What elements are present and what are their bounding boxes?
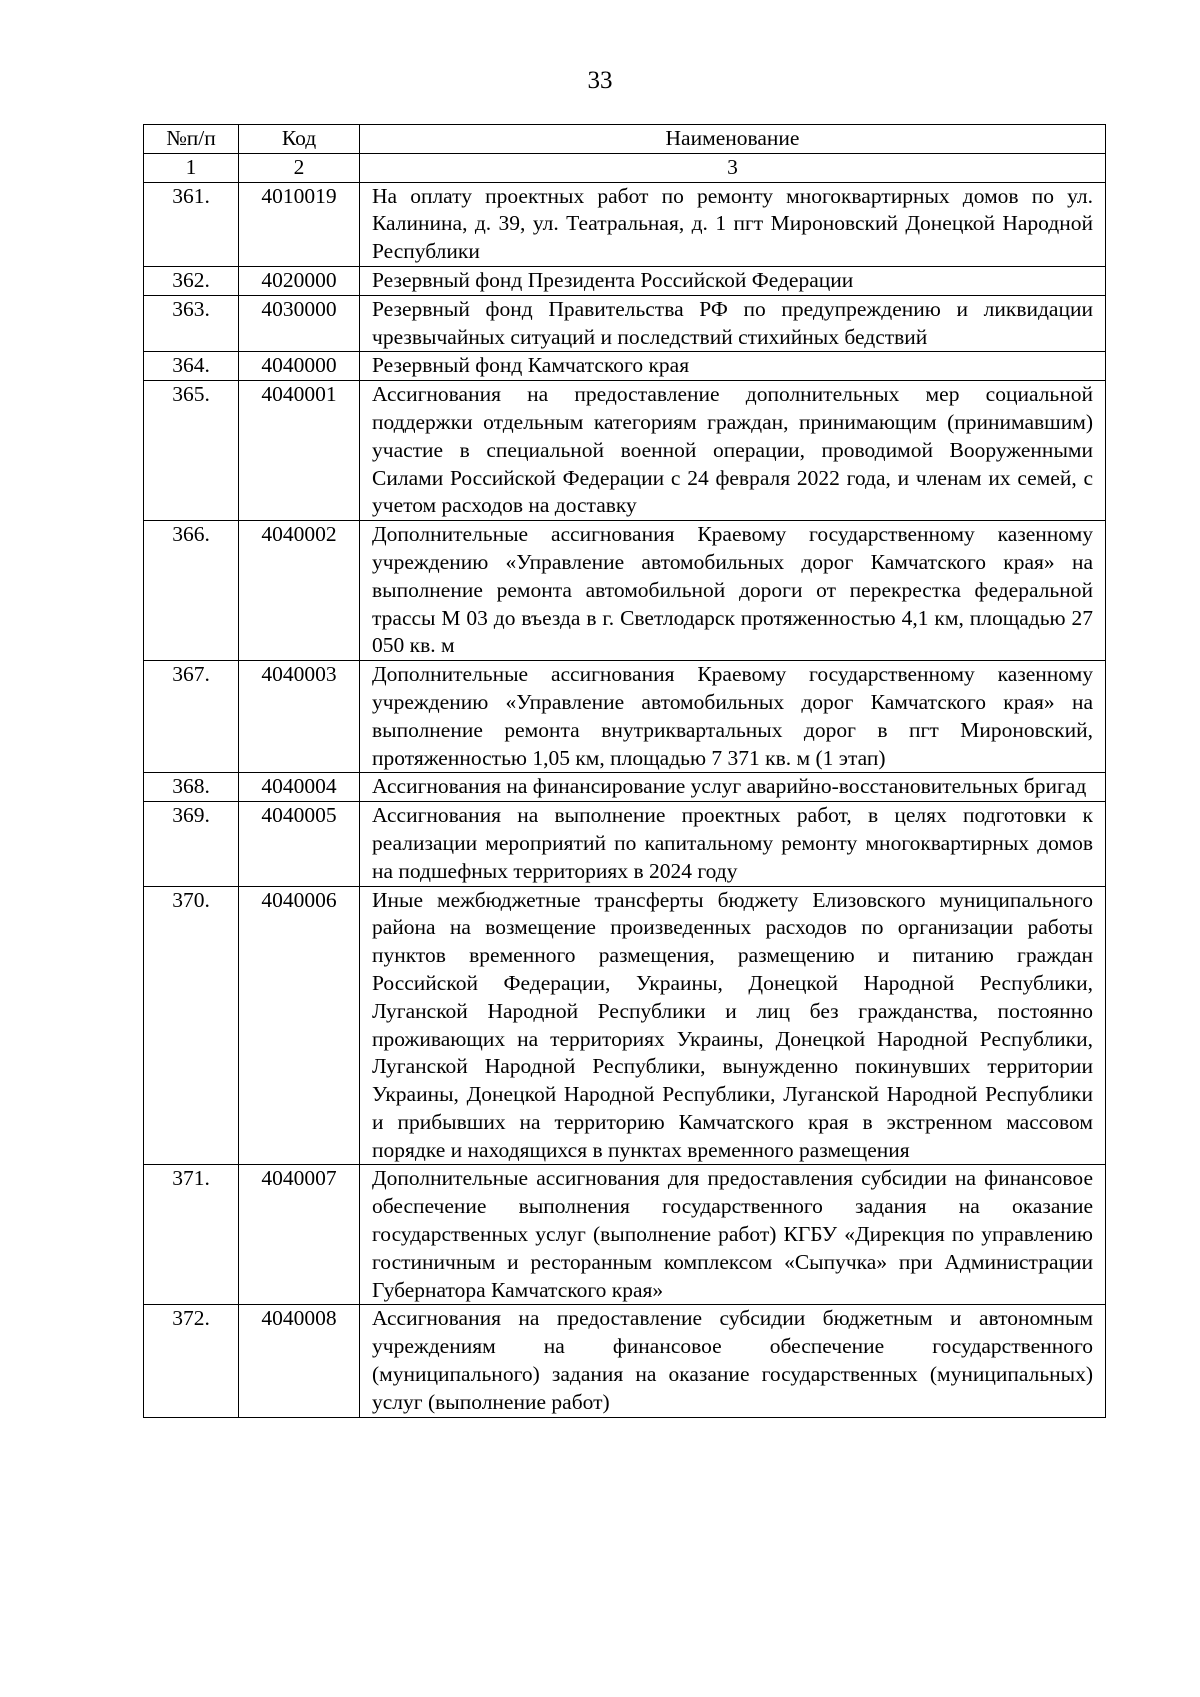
table-row: [144, 182, 1106, 266]
row-name: Ассигнования на выполнение проектных работ, в целях подготовки к реализации мероприятий по капитальному ремонту многоквартирных домов на подшефных территориях в 2024 году: [360, 802, 1106, 886]
row-code: 4040006: [239, 886, 360, 1165]
row-name: Дополнительные ассигнования Краевому государственному казенному учреждению «Управление автомобильных дорог Камчатского края» на выполнение ремонта внутриквартальных дорог в пгт Мироновский, протяженностью 1,05 км, площадью 7 371 кв. м (1 этап): [360, 661, 1106, 773]
header-num: №п/п: [144, 125, 239, 154]
row-code: 4020000: [239, 266, 360, 295]
row-code: 4040007: [239, 1165, 360, 1305]
row-name: Ассигнования на предоставление субсидии бюджетным и автономным учреждениям на финансовое обеспечение государственного (муниципального) задания на оказание государственных (муниципальных) услуг (выполнение работ): [360, 1305, 1106, 1417]
row-number: 368.: [144, 773, 239, 802]
row-number: 369.: [144, 802, 239, 886]
table-row: [144, 352, 1106, 381]
index-code: 2: [239, 153, 360, 182]
table-row: [144, 773, 1106, 802]
table-body: [144, 182, 1106, 1417]
table-row: [144, 521, 1106, 661]
row-code: 4040000: [239, 352, 360, 381]
table-row: [144, 1165, 1106, 1305]
row-name: Резервный фонд Президента Российской Федерации: [360, 266, 1106, 295]
row-number: 365.: [144, 381, 239, 521]
table-row: [144, 295, 1106, 352]
row-number: 364.: [144, 352, 239, 381]
header-row: [144, 125, 1106, 154]
row-code: 4040002: [239, 521, 360, 661]
row-name: Ассигнования на предоставление дополнительных мер социальной поддержки отдельным категориям граждан, принимающим (принимавшим) участие в специальной военной операции, проводимой Вооруженными Силами Российской Федерации с 24 февраля 2022 года, и членам их семей, с учетом расходов на доставку: [360, 381, 1106, 521]
index-num: 1: [144, 153, 239, 182]
row-name: Ассигнования на финансирование услуг аварийно-восстановительных бригад: [360, 773, 1106, 802]
row-code: 4040005: [239, 802, 360, 886]
table-row: [144, 1305, 1106, 1417]
row-name: На оплату проектных работ по ремонту многоквартирных домов по ул. Калинина, д. 39, ул. Театральная, д. 1 пгт Мироновский Донецкой Народной Республики: [360, 182, 1106, 266]
table-row: [144, 381, 1106, 521]
row-number: 366.: [144, 521, 239, 661]
page-number: 33: [587, 67, 613, 94]
row-name: Дополнительные ассигнования Краевому государственному казенному учреждению «Управление автомобильных дорог Камчатского края» на выполнение ремонта автомобильной дороги от перекрестка федеральной трассы М 03 до въезда в г. Светлодарск протяженностью 4,1 км, площадью 27 050 кв. м: [360, 521, 1106, 661]
row-number: 363.: [144, 295, 239, 352]
index-name: 3: [360, 153, 1106, 182]
row-number: 372.: [144, 1305, 239, 1417]
header-code: Код: [239, 125, 360, 154]
row-code: 4040008: [239, 1305, 360, 1417]
row-number: 362.: [144, 266, 239, 295]
table-row: [144, 802, 1106, 886]
row-code: 4040001: [239, 381, 360, 521]
row-number: 361.: [144, 182, 239, 266]
row-code: 4030000: [239, 295, 360, 352]
header-name: Наименование: [360, 125, 1106, 154]
row-number: 371.: [144, 1165, 239, 1305]
table-header: [144, 125, 1106, 183]
row-name: Дополнительные ассигнования для предоставления субсидии на финансовое обеспечение выполнения государственного задания на оказание государственных услуг (выполнение работ) КГБУ «Дирекция по управлению гостиничным и ресторанным комплексом «Сыпучка» при Администрации Губернатора Камчатского края»: [360, 1165, 1106, 1305]
classification-table: [143, 124, 1106, 1418]
row-name: Резервный фонд Камчатского края: [360, 352, 1106, 381]
row-code: 4040004: [239, 773, 360, 802]
table-row: [144, 266, 1106, 295]
row-name: Иные межбюджетные трансферты бюджету Елизовского муниципального района на возмещение произведенных расходов по организации работы пунктов временного размещения, размещению и питанию граждан Российской Федерации, Украины, Донецкой Народной Республики, Луганской Народной Республики и лиц без гражданства, постоянно проживающих на территориях Украины, Донецкой Народной Республики, Луганской Народной Республики, вынужденно покинувших территории Украины, Донецкой Народной Республики, Луганской Народной Республики и прибывших на территорию Камчатского края в экстренном массовом порядке и находящихся в пунктах временного размещения: [360, 886, 1106, 1165]
row-name: Резервный фонд Правительства РФ по предупреждению и ликвидации чрезвычайных ситуаций и последствий стихийных бедствий: [360, 295, 1106, 352]
table-row: [144, 661, 1106, 773]
row-code: 4010019: [239, 182, 360, 266]
row-number: 370.: [144, 886, 239, 1165]
row-number: 367.: [144, 661, 239, 773]
table-row: [144, 886, 1106, 1165]
row-code: 4040003: [239, 661, 360, 773]
column-index-row: [144, 153, 1106, 182]
